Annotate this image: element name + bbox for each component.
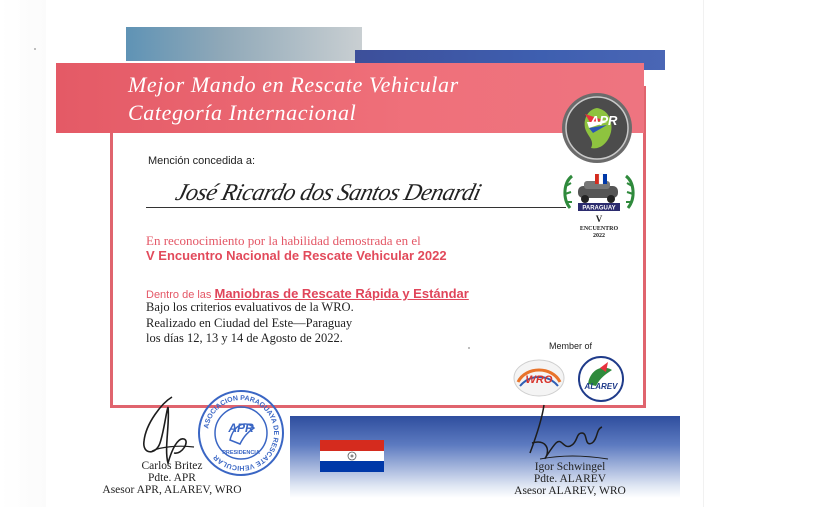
location-text: Realizado en Ciudad del Este—Paraguay [146, 316, 353, 330]
certificate-title-line-2: Categoría Internacional [128, 100, 357, 125]
recognition-text: En reconocimiento por la habilidad demostrada en el [146, 233, 421, 248]
scan-speck [34, 48, 36, 50]
member-of-label: Member of [549, 341, 593, 351]
right-signature [522, 403, 612, 465]
right-signatory [500, 461, 640, 497]
scan-speck [468, 347, 470, 349]
mention-label: Mención concedida a: [148, 155, 256, 167]
decorative-gray-strip [126, 27, 362, 61]
svg-text:ASOCIACION PARAGUAYA DE RESCAT: ASOCIACION PARAGUAYA DE RESCATE VEHICULAR [203, 394, 280, 472]
svg-text:APR: APR [228, 421, 254, 435]
left-signatory-name: Carlos Britez [141, 460, 203, 472]
dates-text: los días 12, 13 y 14 de Agosto de 2022. [146, 331, 343, 345]
alarev-logo [578, 356, 624, 402]
scan-edge [0, 0, 46, 507]
svg-text:2022: 2022 [593, 233, 605, 238]
recipient-underline [146, 207, 566, 208]
recipient-name-handwritten: José Ricardo dos Santos Denardi [172, 180, 484, 206]
svg-text:APR: APR [590, 113, 618, 128]
certificate-title-line-1: Mejor Mando en Rescate Vehicular [128, 72, 459, 97]
right-signatory-name: Igor Schwingel [534, 461, 606, 473]
wro-logo [512, 358, 566, 398]
left-signatory-extra: Asesor APR, ALAREV, WRO [102, 484, 242, 496]
event-title: V Encuentro Nacional de Rescate Vehicular 2022 [146, 248, 447, 263]
right-signatory-role: Pdte. ALAREV [533, 473, 607, 485]
svg-text:PRESIDENCIA: PRESIDENCIA [222, 450, 260, 456]
right-signatory-extra: Asesor ALAREV, WRO [514, 485, 626, 497]
maneuvers-line [146, 286, 469, 301]
apr-logo [561, 92, 633, 164]
scan-fold-line [703, 0, 704, 507]
v-encuentro-logo [556, 170, 642, 238]
svg-text:ALAREV: ALAREV [584, 382, 618, 391]
svg-text:ENCUENTRO: ENCUENTRO [579, 226, 619, 232]
within-prefix: Dentro de las [146, 289, 212, 301]
svg-text:V: V [595, 214, 603, 224]
paraguay-flag [320, 440, 384, 472]
maneuvers-name: Maniobras de Rescate Rápida y Estándar [214, 286, 469, 301]
svg-text:WRO: WRO [525, 374, 553, 386]
criteria-text: Bajo los criterios evaluativos de la WRO. [146, 300, 354, 314]
left-signatory [92, 460, 252, 496]
left-signatory-role: Pdte. APR [148, 472, 196, 484]
svg-text:PARAGUAY: PARAGUAY [582, 205, 616, 212]
